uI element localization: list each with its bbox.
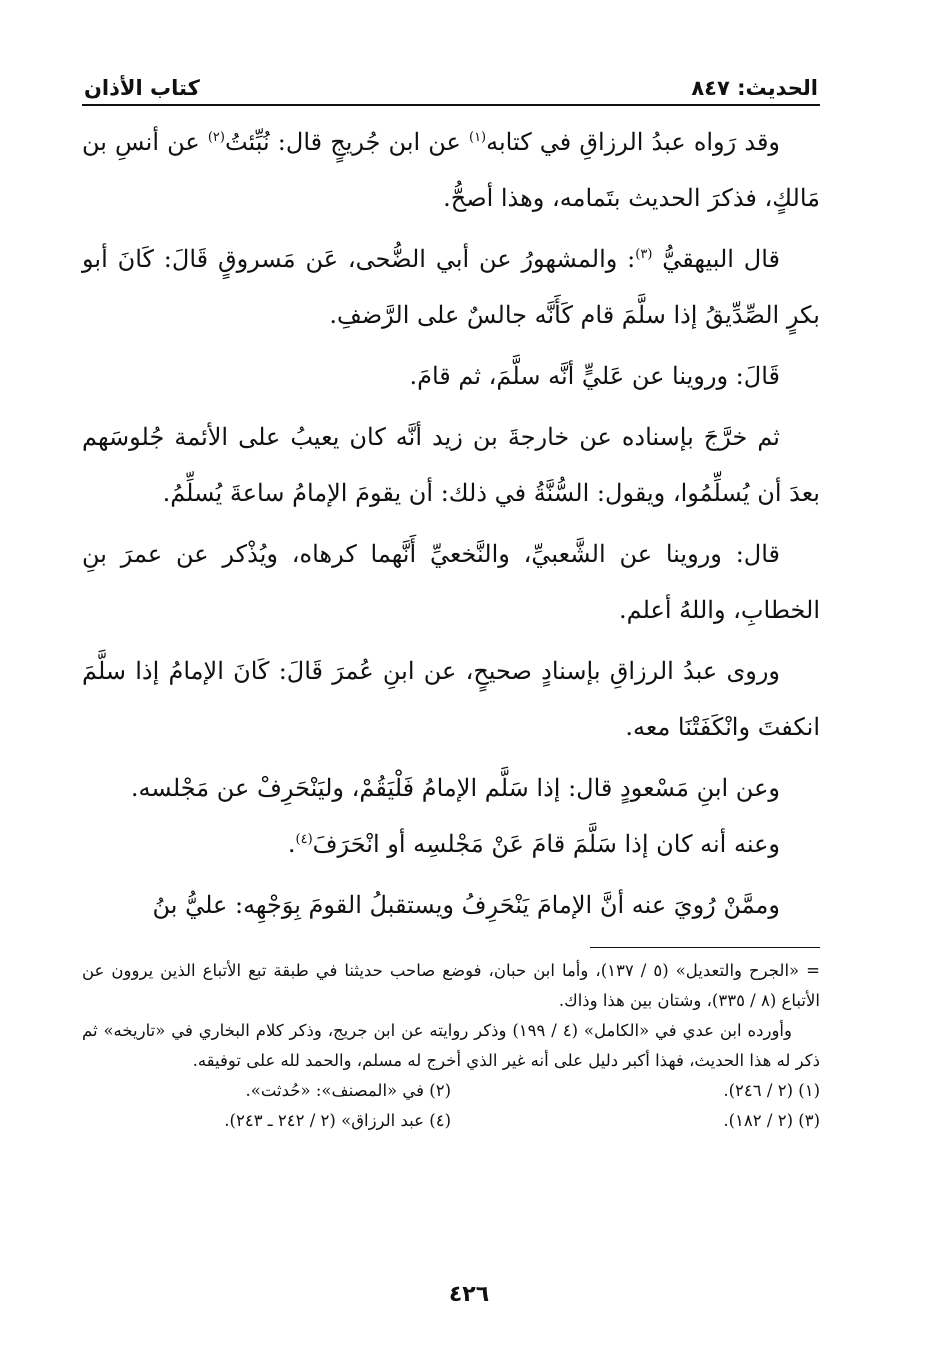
footnote-ref-2[interactable]: (٢) (207, 130, 225, 145)
footnotes (82, 956, 820, 1136)
footnote-4: (٤) عبد الرزاق» (٢ / ٢٤٢ ـ ٢٤٣). (224, 1111, 451, 1130)
footnote-continuation-2: وأورده ابن عدي في «الكامل» (٤ / ١٩٩) وذكر روايته عن ابن جريج، وذكر كلام البخاري في «تاريخه» ثم ذكر له هذا الحديث، فهذا أكبر دليل على أنه غير الذي أخرج له مسلم، والحمد لله على توفيقه. (82, 1021, 820, 1070)
page (82, 62, 820, 1372)
main-text (82, 114, 820, 933)
footnote-divider (590, 947, 820, 948)
paragraph-8: وعنه أنه كان إذا سَلَّمَ قامَ عَنْ مَجْلسِه أو انْحَرَفَ$^{(٤)}$. (287, 830, 780, 858)
paragraph-5: قال: وروينا عن الشَّعبيِّ، والنَّخعيِّ أَنَّهما كرهاه، ويُذْكر عن عمرَ بنِ الخطابِ، واللهُ أعلم. (82, 540, 820, 624)
footnote-ref-1[interactable]: (١) (468, 130, 487, 145)
paragraph-4: ثم خرَّجَ بإسناده عن خارجةَ بن زيد أنَّه كان يعيبُ على الأئمة جُلوسَهم بعدَ أن يُسلِّمُوا، ويقول: السُّنَّةُ في ذلك: أن يقومَ الإمامُ ساعةَ يُسلِّمُ. (82, 423, 820, 507)
footnote-2: (٢) في «المصنف»: «حُدثت». (245, 1081, 451, 1100)
footnote-ref-3[interactable]: (٣) (635, 247, 653, 262)
paragraph-2: قال البيهقيُّ $^{(٣)}$: والمشهورُ عن أبي الضُّحى، عَن مَسروقٍ قَالَ: كَانَ أبو بكرٍ الصِّدِّيقُ إذا سلَّمَ قام كَأَنَّه جالسٌ على الرَّضفِ. (82, 245, 820, 329)
footnote-1: (١) (٢ / ٢٤٦). (723, 1081, 820, 1100)
footnote-row (82, 1076, 820, 1106)
paragraph-9: وممَّنْ رُويَ عنه أنَّ الإمامَ يَنْحَرِفُ ويستقبلُ القومَ بِوَجْهِه: عليُّ بنُ (152, 891, 780, 919)
header-hadith-number: الحديث: ٨٤٧ (691, 76, 818, 100)
paragraph-7: وعن ابنِ مَسْعودٍ قال: إذا سَلَّم الإمامُ فَلْيَقُمْ، وليَنْحَرِفْ عن مَجْلسه. (130, 774, 780, 802)
footnote-continuation-1: = «الجرح والتعديل» (٥ / ١٣٧)، وأما ابن حبان، فوضع صاحب حديثنا في طبقة تبع الأتباع الذين يروون عن الأتباع (٨ / ٣٣٥)، وشتان بين هذا وذاك. (82, 961, 820, 1010)
paragraph-6: وروى عبدُ الرزاقِ بإسنادٍ صحيحٍ، عن ابنِ عُمرَ قَالَ: كَانَ الإمامُ إذا سلَّمَ انكفتَ وانْكَفَتْنَا معه. (82, 657, 820, 741)
footnote-ref-4[interactable]: (٤) (295, 832, 313, 847)
header-book-title: كتاب الأذان (84, 76, 200, 100)
footnote-row (82, 1106, 820, 1136)
page-number: ٤٢٦ (448, 1282, 490, 1307)
footnote-3: (٣) (٢ / ١٨٢). (723, 1111, 820, 1130)
running-header (82, 62, 820, 106)
paragraph-3: قَالَ: وروينا عن عَليٍّ أنَّه سلَّمَ، ثم قامَ. (409, 362, 780, 390)
paragraph-1: وقد رَواه عبدُ الرزاقِ في كتابه$^{(١)}$ عن ابن جُريجٍ قال: نُبِّئتُ$^{(٢)}$ عن أنسِ بن مَالكٍ، فذكرَ الحديث بتَمامه، وهذا أصحُّ. (82, 128, 820, 212)
